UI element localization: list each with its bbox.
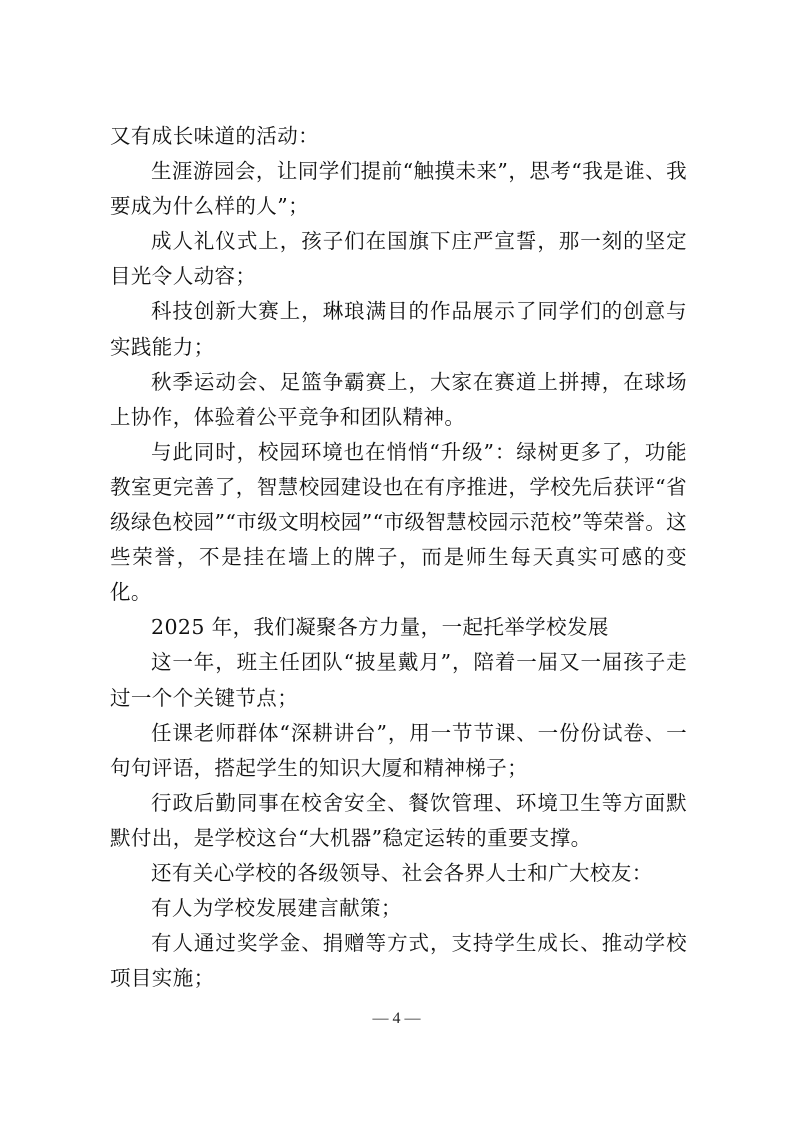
paragraph-campus-upgrade: 与此同时，校园环境也在悄悄“升级”：绿树更多了，功能教室更完善了，智慧校园建设也在有序推进，学校先后获评“省级绿色校园”“市级文明校园”“市级智慧校园示范校”等荣誉。这些荣誉，不是挂在墙上的牌子，而是师生每天真实可感的变化。 bbox=[110, 439, 687, 605]
paragraph-section-heading: 2025 年，我们凝聚各方力量，一起托举学校发展 bbox=[151, 615, 609, 640]
page-number: — 4 — bbox=[372, 1010, 421, 1027]
paragraph-career-fair: 生涯游园会，让同学们提前“触摸未来”，思考“我是谁、我要成为什么样的人”； bbox=[110, 159, 687, 219]
paragraph-supporters: 还有关心学校的各级领导、社会各界人士和广大校友： bbox=[151, 860, 653, 885]
paragraph-coming-of-age: 成人礼仪式上，孩子们在国旗下庄严宣誓，那一刻的坚定目光令人动容； bbox=[110, 229, 687, 289]
paragraph-advice: 有人为学校发展建言献策； bbox=[151, 896, 402, 921]
page-body bbox=[110, 119, 687, 996]
paragraph-donations: 有人通过奖学金、捐赠等方式，支持学生成长、推动学校项目实施； bbox=[110, 931, 687, 991]
paragraph-head-teachers: 这一年，班主任团队“披星戴月”，陪着一届又一届孩子走过一个个关键节点； bbox=[110, 650, 687, 710]
paragraph-sports-meet: 秋季运动会、足篮争霸赛上，大家在赛道上拼搏，在球场上协作，体验着公平竞争和团队精神。 bbox=[110, 369, 687, 429]
paragraph-tech-contest: 科技创新大赛上，琳琅满目的作品展示了同学们的创意与实践能力； bbox=[110, 299, 687, 359]
paragraph-subject-teachers: 任课老师群体“深耕讲台”，用一节节课、一份份试卷、一句句评语，搭起学生的知识大厦和精神梯子； bbox=[110, 720, 687, 780]
paragraph-continuation: 又有成长味道的活动： bbox=[110, 124, 319, 148]
paragraph-admin-staff: 行政后勤同事在校舍安全、餐饮管理、环境卫生等方面默默付出，是学校这台“大机器”稳定运转的重要支撑。 bbox=[110, 790, 687, 850]
